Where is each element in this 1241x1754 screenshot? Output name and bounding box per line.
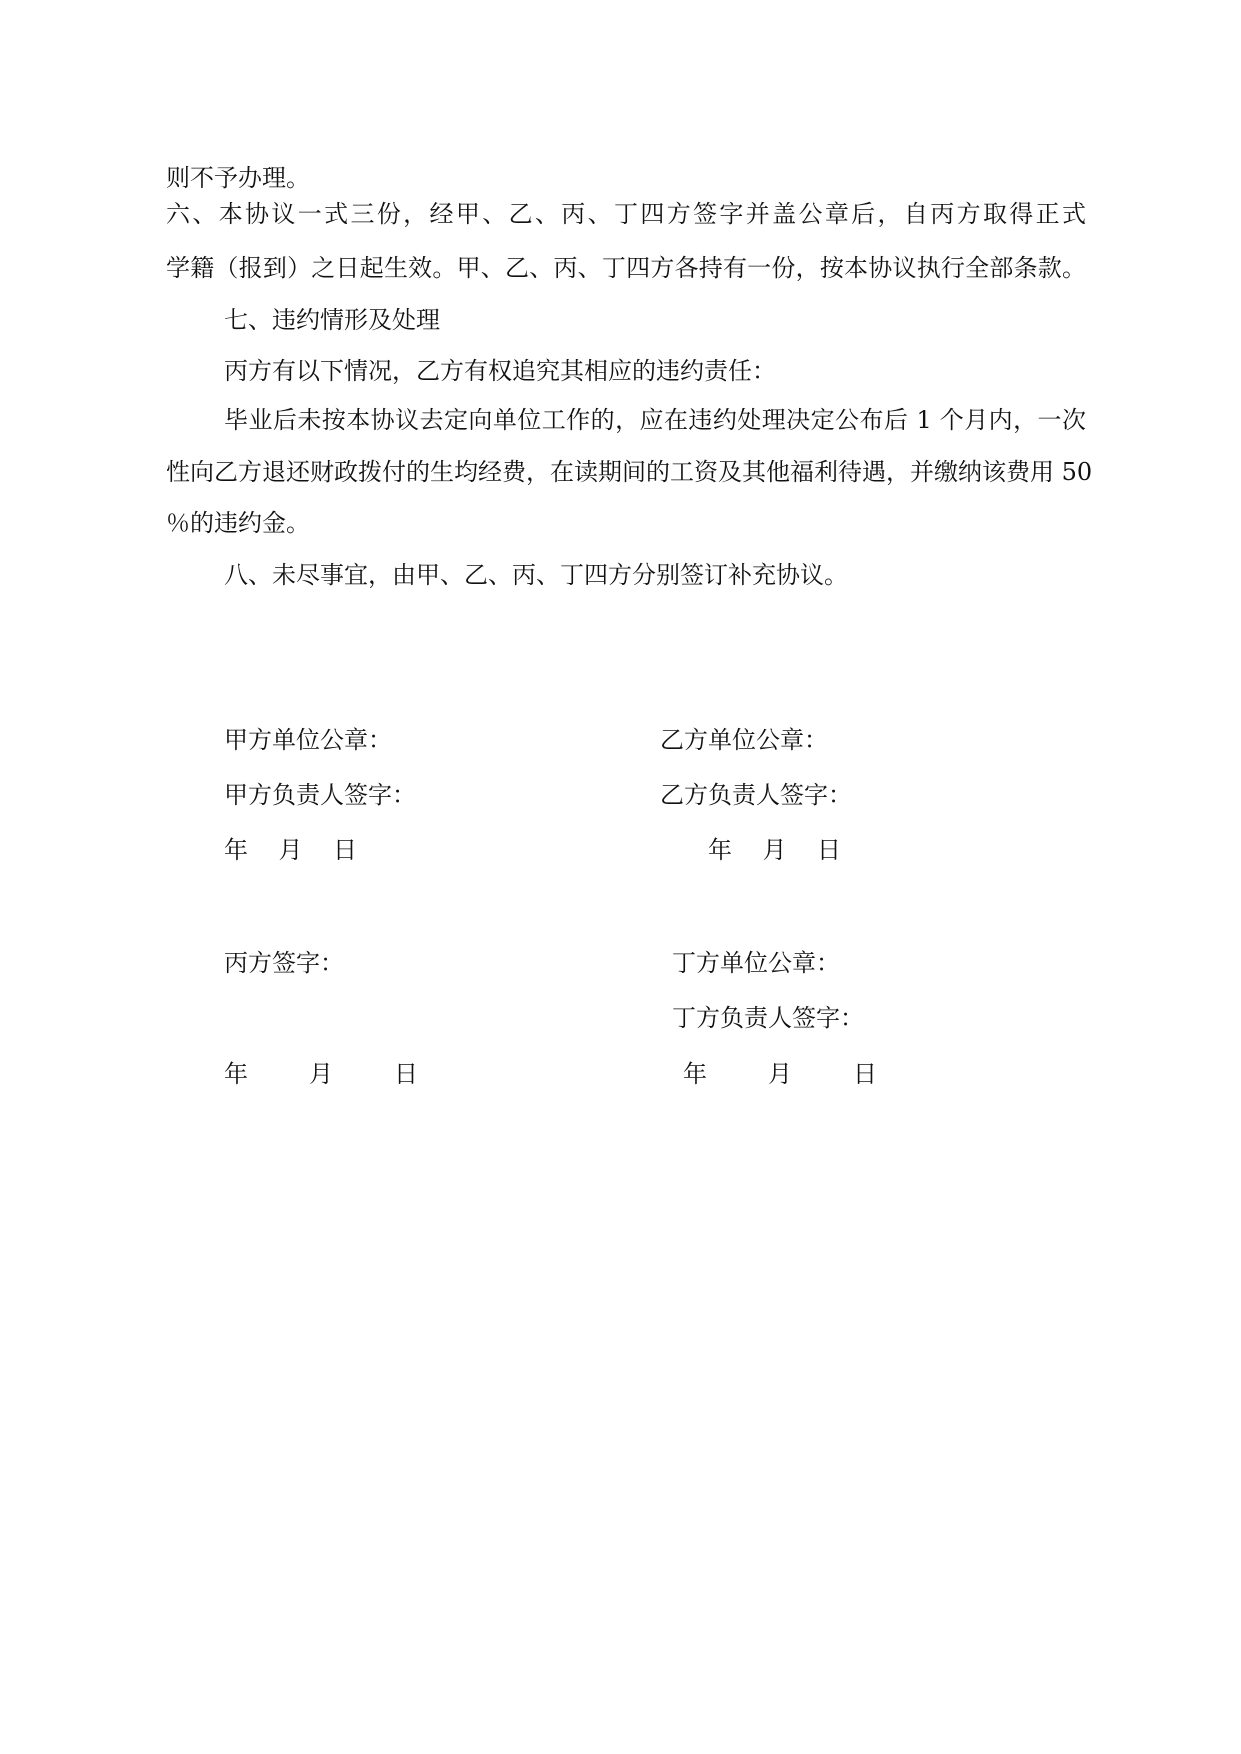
party-b-seal-label: 乙方单位公章： xyxy=(660,726,828,754)
clause-6-line-1: 六、本协议一式三份，经甲、乙、丙、丁四方签字并盖公章后，自丙方取得正式 xyxy=(166,200,1086,228)
clause-7-title: 七、违约情形及处理 xyxy=(224,306,440,334)
clause-7-line-2: 性向乙方退还财政拨付的生均经费，在读期间的工资及其他福利待遇，并缴纳该费用 50 xyxy=(166,458,1093,486)
clause-6-line-2: 学籍（报到）之日起生效。甲、乙、丙、丁四方各持有一份，按本协议执行全部条款。 xyxy=(166,254,1086,282)
party-b-sign-label: 乙方负责人签字： xyxy=(660,781,852,809)
party-c-date: 年 月 日 xyxy=(224,1060,419,1088)
clause-7-line-3: ％的违约金。 xyxy=(166,509,310,537)
party-d-seal-label: 丁方单位公章： xyxy=(672,949,840,977)
party-a-date: 年 月 日 xyxy=(224,836,358,864)
clause-8: 八、未尽事宜，由甲、乙、丙、丁四方分别签订补充协议。 xyxy=(224,561,848,589)
clause-7-line-1: 毕业后未按本协议去定向单位工作的，应在违约处理决定公布后 1 个月内，一次 xyxy=(224,406,1086,434)
clause-7-intro: 丙方有以下情况，乙方有权追究其相应的违约责任： xyxy=(224,357,776,385)
party-b-date: 年 月 日 xyxy=(708,836,842,864)
party-a-sign-label: 甲方负责人签字： xyxy=(224,781,416,809)
party-d-date: 年 月 日 xyxy=(683,1060,878,1088)
body-line-1: 则不予办理。 xyxy=(166,164,310,192)
party-c-sign-label: 丙方签字： xyxy=(224,949,344,977)
party-a-seal-label: 甲方单位公章： xyxy=(224,726,392,754)
party-d-sign-label: 丁方负责人签字： xyxy=(672,1004,864,1032)
